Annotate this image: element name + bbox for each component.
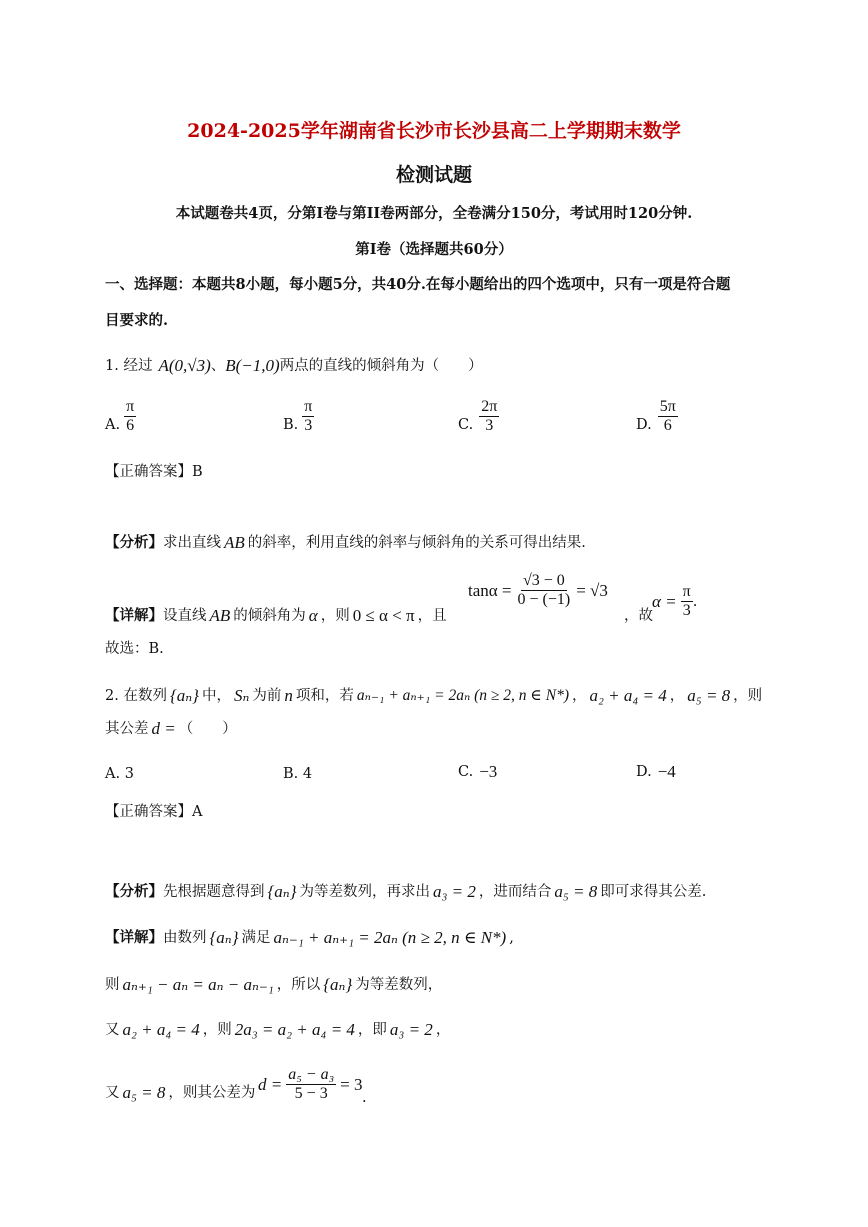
q2-l2-c: 为等差数列， <box>355 977 443 993</box>
q1-detail-c: ，则 <box>320 608 350 624</box>
q2-option-c-value: −3 <box>479 762 498 781</box>
q2-l3-c: ，即 <box>357 1022 387 1038</box>
q1-option-d-label: D. <box>636 417 652 433</box>
q1-analysis-a: 求出直线 <box>163 535 221 551</box>
q1-detail-alpha: α <box>308 606 318 625</box>
q1-detail-d: ，且 <box>417 608 447 624</box>
q2-de-condition: aₙ₋₁ + aₙ₊₁ = 2aₙ (n ≥ 2, n ∈ N*) <box>273 928 507 947</box>
q1-option-b-den: 3 <box>304 417 313 434</box>
q2-line2 <box>105 719 237 739</box>
q2-sn: Sₙ <box>233 686 250 705</box>
q2-l3-b: ，则 <box>202 1022 232 1038</box>
q2-l4-end: . <box>362 1090 367 1106</box>
part1-heading: 第I卷（选择题共60分） <box>355 241 513 258</box>
q2-option-c <box>458 762 497 782</box>
q2-de-c: , <box>509 930 514 946</box>
q1-alpha-num: π <box>682 583 691 600</box>
q2-sum24: a₂ + a₄ = 4 <box>589 686 667 705</box>
q1-analysis-b: 的斜率，利用直线的斜率与倾斜角的关系可得出结果. <box>247 535 586 551</box>
q1-prefix: 1. 经过 <box>105 358 153 374</box>
q2-de-b: 满足 <box>241 930 271 946</box>
q1-analysis-tag: 【分析】 <box>105 534 163 551</box>
q1-option-d-den: 6 <box>663 417 672 434</box>
q2-detail-line4 <box>105 1083 255 1103</box>
q1-tan-den: 0 − (−1) <box>517 591 571 608</box>
q2-t2: 为前 <box>252 688 282 704</box>
q2-detail-line3 <box>105 1020 450 1040</box>
q2-seq: {aₙ} <box>169 686 199 705</box>
q1-tan-formula <box>468 572 608 609</box>
q1-detail-ab: AB <box>209 606 231 625</box>
q1-detail-e: ，故 <box>624 608 653 624</box>
q1-option-a-label: A. <box>105 417 121 433</box>
q2-n: n <box>284 686 293 705</box>
q2-option-d <box>636 762 676 782</box>
question-1 <box>105 356 483 376</box>
q2-l4-num: a₅ − a₃ <box>288 1066 335 1083</box>
q1-point-a: A(0,√3) <box>158 356 211 375</box>
q1-detail-tag: 【详解】 <box>105 607 163 624</box>
q1-answer: 【正确答案】B <box>105 464 203 480</box>
q2-an-c: ，进而结合 <box>478 884 552 900</box>
q1-option-a <box>105 398 136 435</box>
q2-an-d: 即可求得其公差. <box>600 884 707 900</box>
q1-option-c-den: 3 <box>485 417 494 434</box>
q2-t4: ， <box>572 688 587 704</box>
q2-an-seq: {aₙ} <box>267 882 297 901</box>
q2-t3: 项和，若 <box>295 688 354 704</box>
q2-difference-formula <box>258 1066 363 1103</box>
q1-option-c <box>458 398 499 435</box>
q2-l4-rhs: = 3 <box>340 1074 363 1094</box>
q2-l2-eq: aₙ₊₁ − aₙ = aₙ − aₙ₋₁ <box>122 975 274 994</box>
q2-de-seq: {aₙ} <box>209 928 239 947</box>
q2-t1: 中， <box>201 688 231 704</box>
q2-an-b: 为等差数列，再求出 <box>299 884 430 900</box>
q2-answer: 【正确答案】A <box>105 804 203 820</box>
q1-sep: 、 <box>210 358 226 374</box>
q2-l4-eq1: a₅ = 8 <box>122 1083 166 1102</box>
q2-l3-eq2: 2a₃ = a₂ + a₄ = 4 <box>234 1020 355 1039</box>
q2-l2-b: ，所以 <box>276 977 321 993</box>
q2-an-a: 先根据题意得到 <box>163 884 265 900</box>
q2-an-a5: a₅ = 8 <box>554 882 598 901</box>
q2-l3-a: 又 <box>105 1022 120 1038</box>
section1-line1: 一、选择题：本题共8小题，每小题5分，共40分.在每小题给出的四个选项中，只有一项是符合题 <box>105 276 731 293</box>
q2-l2-seq: {aₙ} <box>323 975 353 994</box>
q1-suffix: 两点的直线的倾斜角为（ ） <box>279 358 483 374</box>
document-title: 2024-2025学年湖南省长沙市长沙县高二上学期期末数学 <box>187 120 681 142</box>
q2-detail-line2 <box>105 975 442 995</box>
q1-detail-b: 的倾斜角为 <box>233 608 306 624</box>
q2-l4-a: 又 <box>105 1085 120 1101</box>
q2-l3-eq1: a₂ + a₄ = 4 <box>122 1020 200 1039</box>
q1-detail-a: 设直线 <box>163 608 207 624</box>
q1-option-d <box>636 398 678 435</box>
q2-l3-eq3: a₃ = 2 <box>389 1020 433 1039</box>
q2-l4-den: 5 − 3 <box>294 1085 328 1102</box>
q2-an-a3: a₃ = 2 <box>433 882 476 901</box>
q1-option-a-num: π <box>126 398 135 415</box>
q1-choose: 故选：B. <box>105 641 164 657</box>
q2-a5: a₅ = 8 <box>687 686 731 705</box>
q1-tan-num: √3 − 0 <box>522 572 565 589</box>
q1-detail-end: . <box>692 593 698 610</box>
q1-tan-lhs: tanα = <box>468 580 512 600</box>
q1-alpha-lhs: α = <box>652 591 677 611</box>
q2-condition: aₙ₋₁ + aₙ₊₁ = 2aₙ (n ≥ 2, n ∈ N*) <box>356 687 570 704</box>
q2-l3-d: ， <box>435 1022 451 1038</box>
q1-option-c-num: 2π <box>481 398 498 415</box>
q1-option-b <box>283 398 314 435</box>
q1-alpha-den: 3 <box>682 602 691 619</box>
q1-alpha-result <box>652 583 697 620</box>
q2-l4-b: ，则其公差为 <box>168 1085 256 1101</box>
q2-analysis-tag: 【分析】 <box>105 883 163 900</box>
q2-d: d = <box>151 719 176 738</box>
q1-option-c-label: C. <box>458 417 474 433</box>
q2-l2-a: 则 <box>105 977 120 993</box>
q1-detail-line1 <box>105 606 447 626</box>
q2-option-d-label: D. <box>636 764 652 780</box>
q2-option-a: A. 3 <box>105 766 134 782</box>
q2-detail-line1 <box>105 928 514 948</box>
q2-option-b: B. 4 <box>283 766 313 782</box>
q2-option-d-value: −4 <box>657 762 676 781</box>
q2-t5: ， <box>669 688 685 704</box>
q2-prefix: 2. 在数列 <box>105 688 167 704</box>
exam-info: 本试题卷共4页，分第I卷与第II卷两部分，全卷满分150分，考试用时120分钟. <box>175 205 693 222</box>
q2-option-c-label: C. <box>458 764 474 780</box>
q1-analysis <box>105 533 586 553</box>
q2-l4-lhs: d = <box>258 1074 283 1094</box>
q1-tan-rhs: = √3 <box>576 580 608 600</box>
q2-de-a: 由数列 <box>163 930 207 946</box>
q1-option-a-den: 6 <box>126 417 135 434</box>
q1-option-b-label: B. <box>283 417 299 433</box>
q2-t6: ，则 <box>733 688 763 704</box>
q2-line2a: 其公差 <box>105 721 149 737</box>
q1-option-d-num: 5π <box>659 398 676 415</box>
q2-detail-tag: 【详解】 <box>105 929 163 946</box>
q2-analysis <box>105 882 706 902</box>
q1-detail-range: 0 ≤ α < π <box>352 606 415 625</box>
q1-analysis-ab: AB <box>224 533 245 552</box>
document-subtitle: 检测试题 <box>395 164 472 186</box>
section1-line2: 目要求的. <box>105 312 169 329</box>
question-2 <box>105 686 762 706</box>
q1-point-b: B(−1,0) <box>225 356 280 375</box>
q1-option-b-num: π <box>304 398 313 415</box>
q2-line2b: （ ） <box>178 721 237 737</box>
